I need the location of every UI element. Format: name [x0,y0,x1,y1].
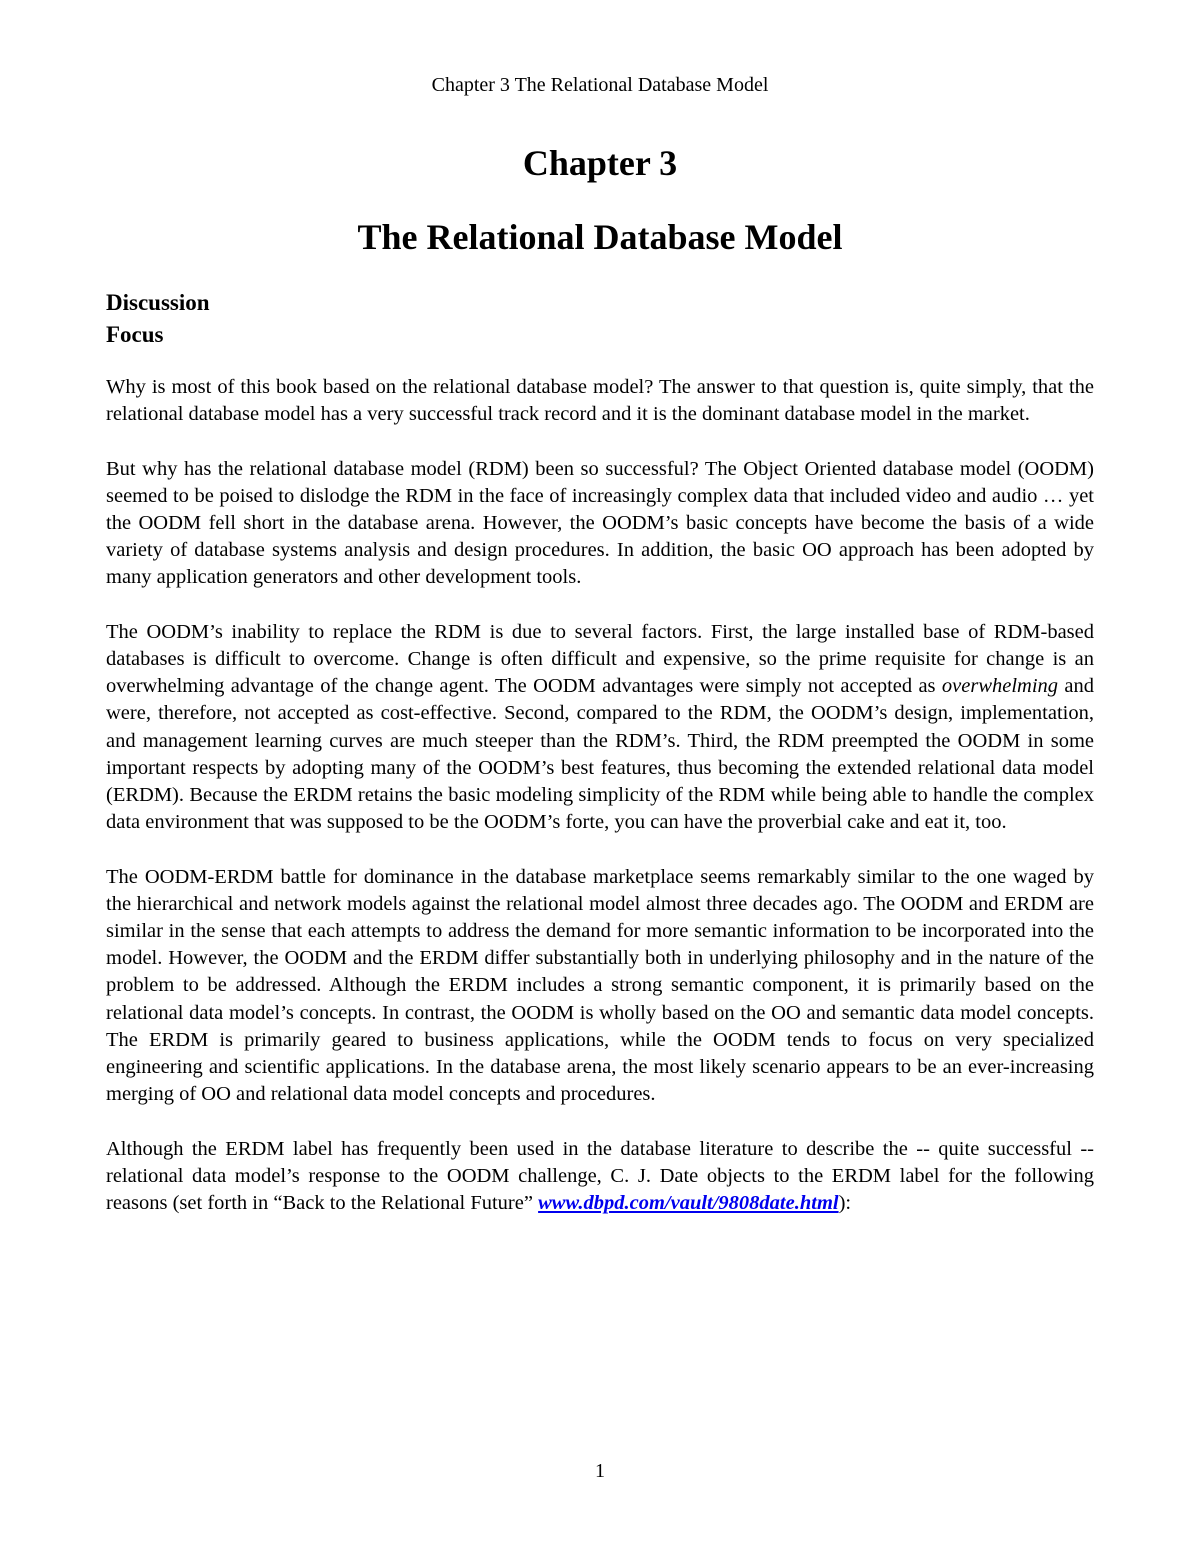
body-text [106,374,1094,1244]
paragraph-4: The OODM-ERDM battle for dominance in the database marketplace seems remarkably similar to the one waged by the hierarchical and network models against the relational model almost three decades ago. The OODM and ERDM are similar in the sense that each attempts to address the demand for more semantic information to be incorporated into the model. However, the OODM and the ERDM differ substantially both in underlying philosophy and in the nature of the problem to be addressed. Although the ERDM includes a strong semantic component, it is primarily based on the relational data model’s concepts. In contrast, the OODM is wholly based on the OO and semantic data model concepts. The ERDM is primarily geared to business applications, while the OODM tends to focus on very specialized engineering and scientific applications. In the database arena, the most likely scenario appears to be an ever-increasing merging of OO and relational data model concepts and procedures. [106,865,1094,1106]
chapter-number: Chapter 3 [522,143,678,183]
running-header: Chapter 3 The Relational Database Model [431,74,769,96]
reference-link[interactable]: www.dbpd.com/vault/9808date.html [538,1192,839,1215]
section-heading-line-1: Discussion [106,290,210,315]
chapter-title: The Relational Database Model [357,217,843,257]
document-page [106,0,1094,1553]
paragraph-5 [106,1136,1094,1218]
paragraph-3-emphasis: overwhelming [941,675,1059,698]
page-number: 1 [595,1460,605,1482]
paragraph-5-text-start: Although the ERDM label has frequently been used in the database literature to describe the -- quite successful -- relational data model’s response to the OODM challenge, C. J. Date objects to the ERDM label for the following reasons (set forth in “Back to the Relational Future” [106,1137,1094,1215]
section-heading [106,287,210,351]
section-heading-line-2: Focus [106,322,164,347]
paragraph-3 [106,619,1094,837]
paragraph-5-text-end: ): [838,1192,852,1215]
paragraph-3-text-end: and were, therefore, not accepted as cost-effective. Second, compared to the RDM, the OODM’s design, implementation, and management learning curves are much steeper than the RDM’s. Third, the RDM preempted the OODM in some important respects by adopting many of the OODM’s best features, thus becoming the extended relational data model (ERDM). Because the ERDM retains the basic modeling simplicity of the RDM while being able to handle the complex data environment that was supposed to be the OODM’s forte, you can have the proverbial cake and eat it, too. [106,675,1094,834]
paragraph-1: Why is most of this book based on the relational database model? The answer to that question is, quite simply, that the relational database model has a very successful track record and it is the dominant database model in the market. [106,376,1094,426]
paragraph-3-text-start: The OODM’s inability to replace the RDM is due to several factors. First, the large installed base of RDM-based databases is difficult to overcome. Change is often difficult and expensive, so the prime requisite for change is an overwhelming advantage of the change agent. The OODM advantages were simply not accepted as [106,620,1094,698]
paragraph-2: But why has the relational database model (RDM) been so successful? The Object Oriented database model (OODM) seemed to be poised to dislodge the RDM in the face of increasingly complex data that included video and audio … yet the OODM fell short in the database arena. However, the OODM’s basic concepts have become the basis of a wide variety of database systems analysis and design procedures. In addition, the basic OO approach has been adopted by many application generators and other development tools. [106,457,1094,589]
